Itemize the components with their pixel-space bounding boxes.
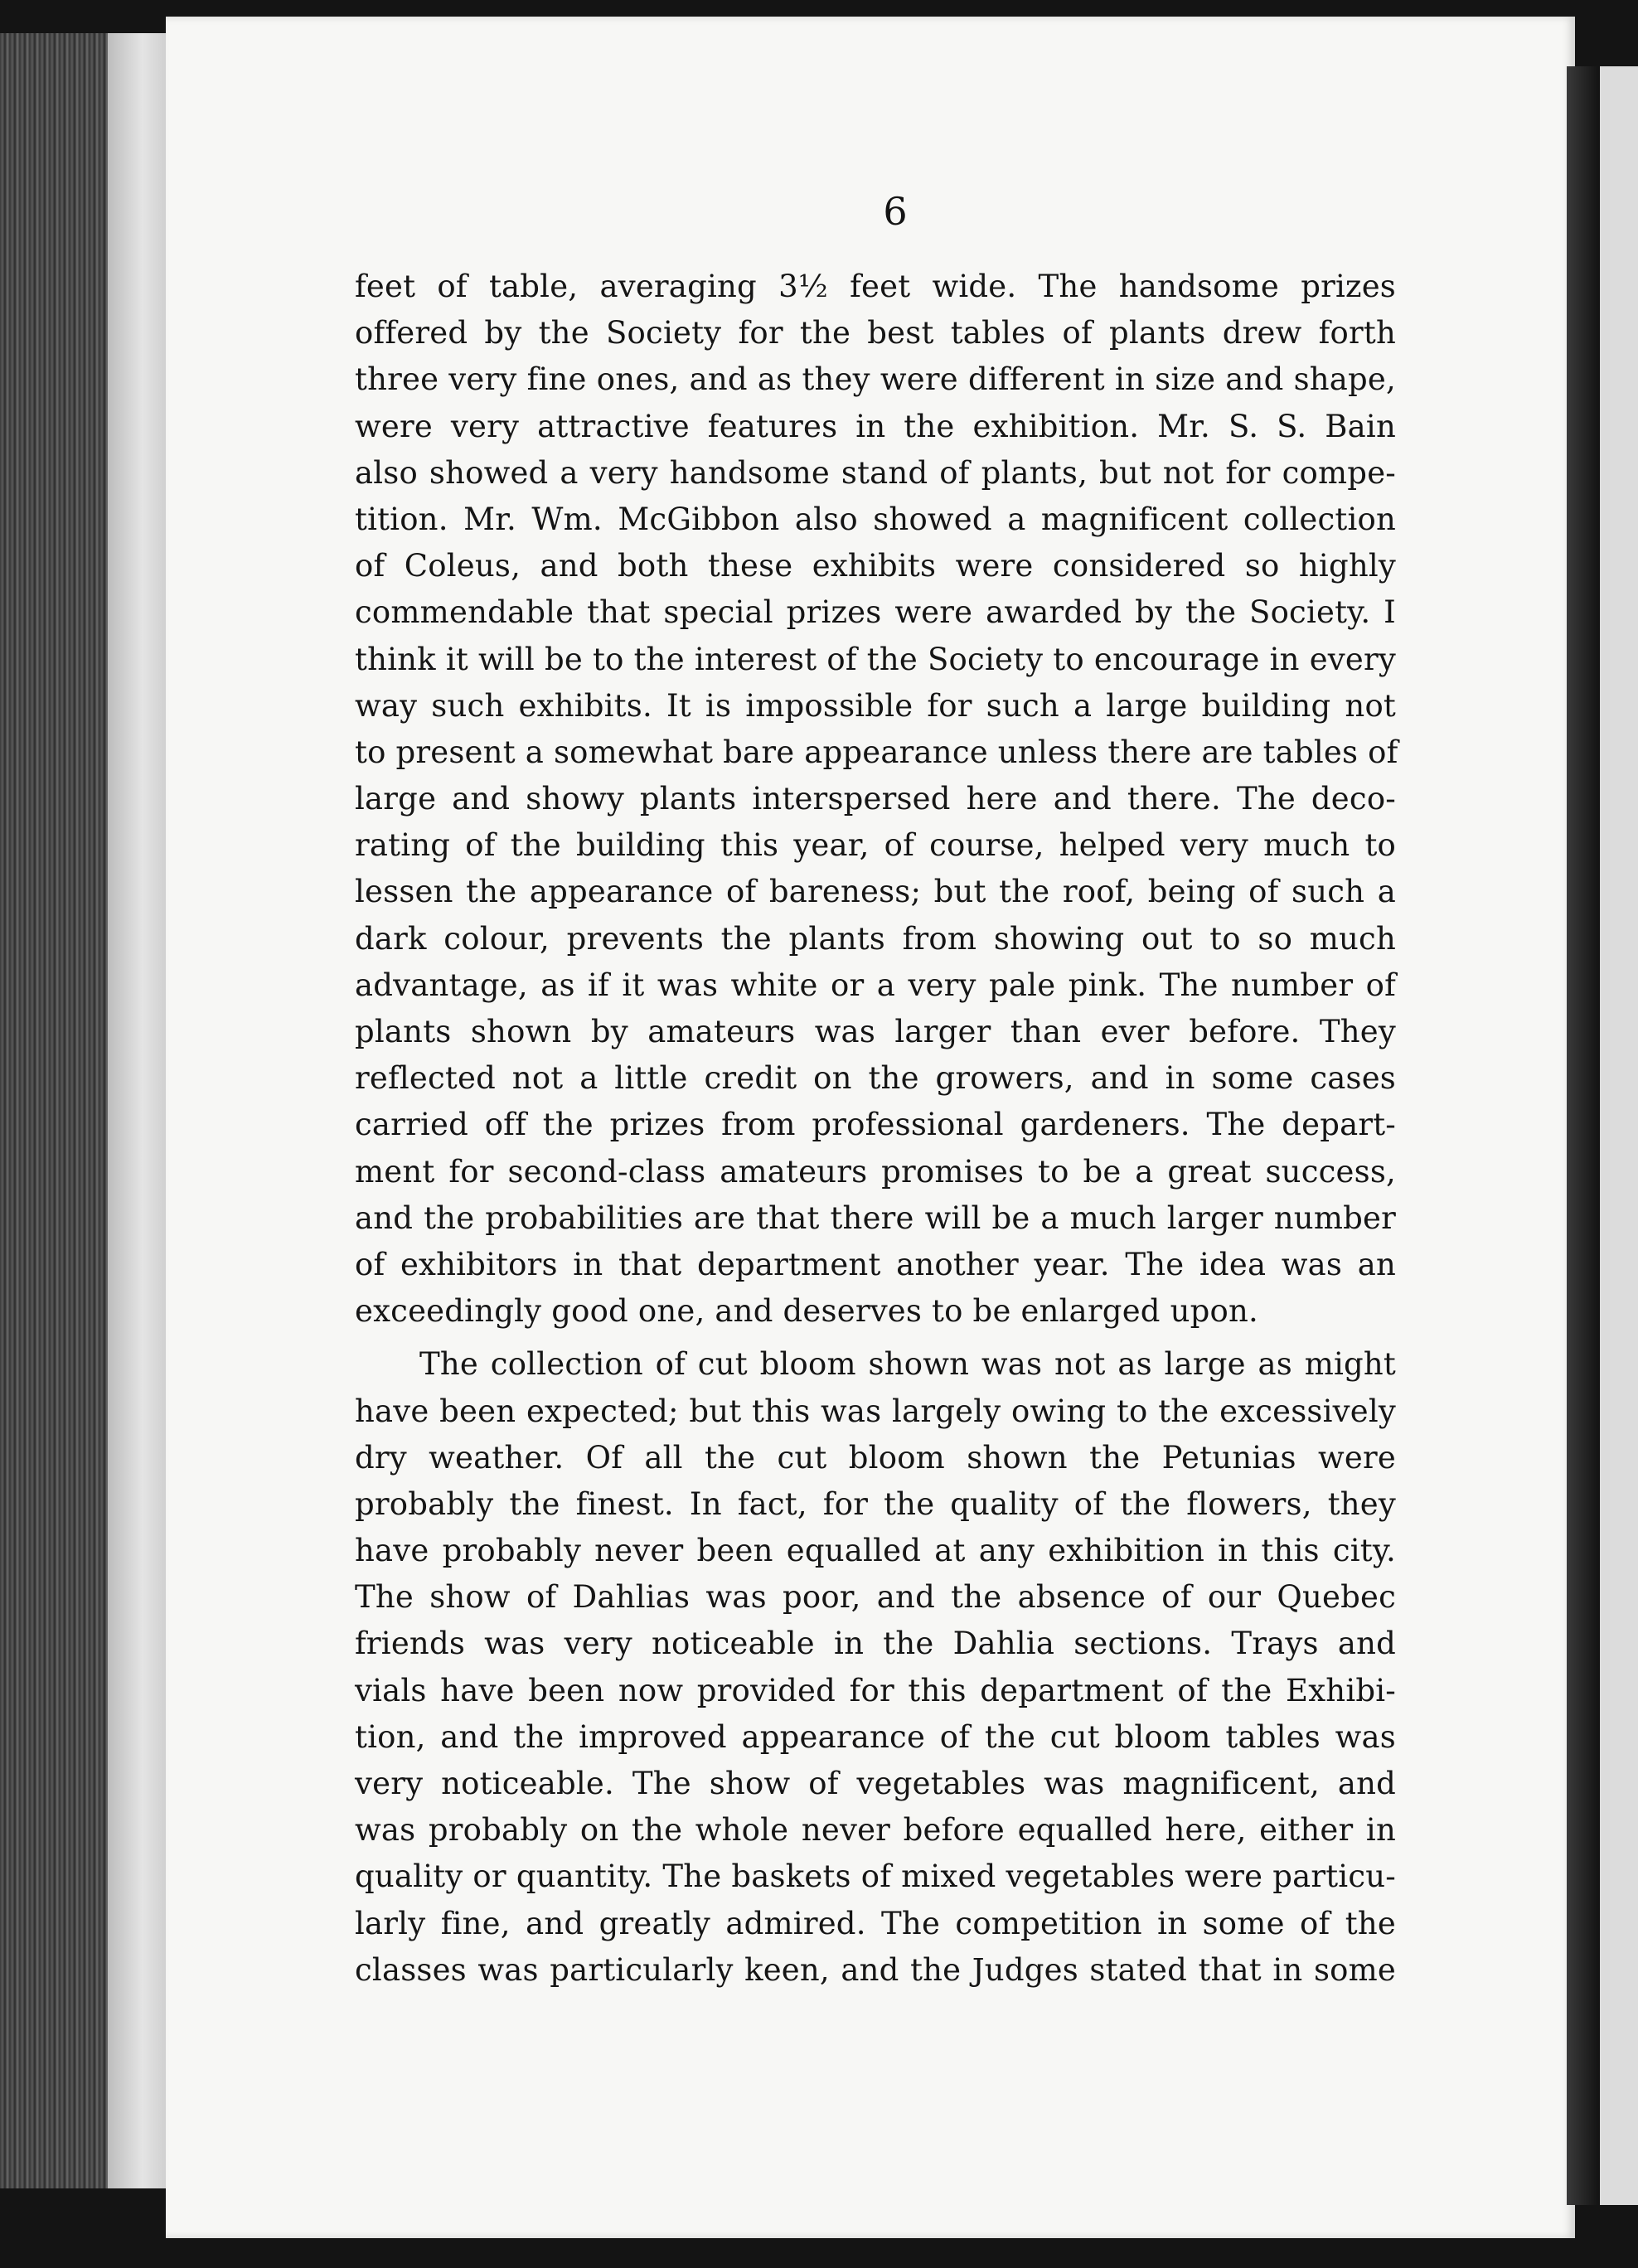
text-line: exceedingly good one, and deserves to be enlarged upon. [355, 1293, 1259, 1330]
text-line: have probably never been equalled at any exhibition in this city. [355, 1533, 1396, 1569]
text-line: of exhibitors in that department another year. The idea was an [355, 1246, 1396, 1282]
text-line: advantage, as if it was white or a very pale pink. The number of [355, 967, 1396, 1003]
page-right-shadow [1567, 66, 1600, 2205]
text-line: of Coleus, and both these exhibits were considered so highly [355, 548, 1396, 584]
text-line: lessen the appearance of bareness; but the roof, being of such a [355, 874, 1396, 910]
text-line: feet of table, averaging 3½ feet wide. The handsome prizes [355, 269, 1396, 304]
text-line: friends was very noticeable in the Dahlia sections. Trays and [355, 1626, 1396, 1662]
text-line: commendable that special prizes were awarded by the Society. I [355, 594, 1396, 631]
paragraph [355, 1341, 1396, 1994]
text-line: probably the finest. In fact, for the quality of the flowers, they [355, 1485, 1396, 1522]
text-line: three very fine ones, and as they were different in size and shape, [355, 361, 1396, 398]
text-line: also showed a very handsome stand of plants, but not for compe- [355, 454, 1396, 491]
text-line: ment for second-class amateurs promises to be a great success, [355, 1153, 1396, 1190]
text-line: very noticeable. The show of vegetables was magnificent, and [355, 1766, 1396, 1801]
text-line: think it will be to the interest of the Society to encourage in every [355, 641, 1396, 677]
page-number: 6 [883, 189, 908, 234]
text-line: classes was particularly keen, and the Judges stated that in some [355, 1951, 1396, 1988]
paragraph-gap [355, 1335, 1396, 1341]
text-line: rating of the building this year, of course, helped very much to [355, 827, 1396, 864]
next-page-edge [1600, 66, 1638, 2205]
text-line: have been expected; but this was largely owing to the excessively [355, 1393, 1396, 1429]
text-line: The show of Dahlias was poor, and the absence of our Quebec [355, 1579, 1396, 1616]
text-line: way such exhibits. It is impossible for such a large building not [355, 687, 1396, 724]
text-line: larly fine, and greatly admired. The competition in some of the [355, 1905, 1396, 1941]
book-page-edges [0, 33, 124, 2188]
text-line: was probably on the whole never before equalled here, either in [355, 1812, 1396, 1849]
text-line: quality or quantity. The baskets of mixed vegetables were particu- [355, 1858, 1396, 1895]
text-line: and the probabilities are that there will be a much larger number [355, 1199, 1396, 1236]
text-line: large and showy plants interspersed here and there. The deco- [355, 781, 1396, 817]
text-line: dark colour, prevents the plants from showing out to so much [355, 920, 1396, 957]
text-line: to present a somewhat bare appearance unless there are tables of [355, 734, 1398, 770]
text-line: dry weather. Of all the cut bloom shown the Petunias were [355, 1439, 1396, 1476]
text-line: tion, and the improved appearance of the cut bloom tables was [355, 1718, 1396, 1755]
text-line: plants shown by amateurs was larger than ever before. They [355, 1014, 1396, 1049]
text-line: were very attractive features in the exhibition. Mr. S. S. Bain [355, 408, 1396, 444]
text-line: carried off the prizes from professional gardeners. The depart- [355, 1107, 1396, 1143]
text-line: The collection of cut bloom shown was not as large as might [419, 1346, 1396, 1383]
text-line: vials have been now provided for this department of the Exhibi- [355, 1672, 1396, 1708]
paragraph [355, 264, 1396, 1335]
body-text [355, 264, 1396, 1994]
text-line: offered by the Society for the best tables of plants drew forth [355, 315, 1396, 351]
text-line: reflected not a little credit on the growers, and in some cases [355, 1060, 1396, 1097]
book-gutter [108, 33, 166, 2188]
text-line: tition. Mr. Wm. McGibbon also showed a magnificent collection [355, 501, 1396, 537]
